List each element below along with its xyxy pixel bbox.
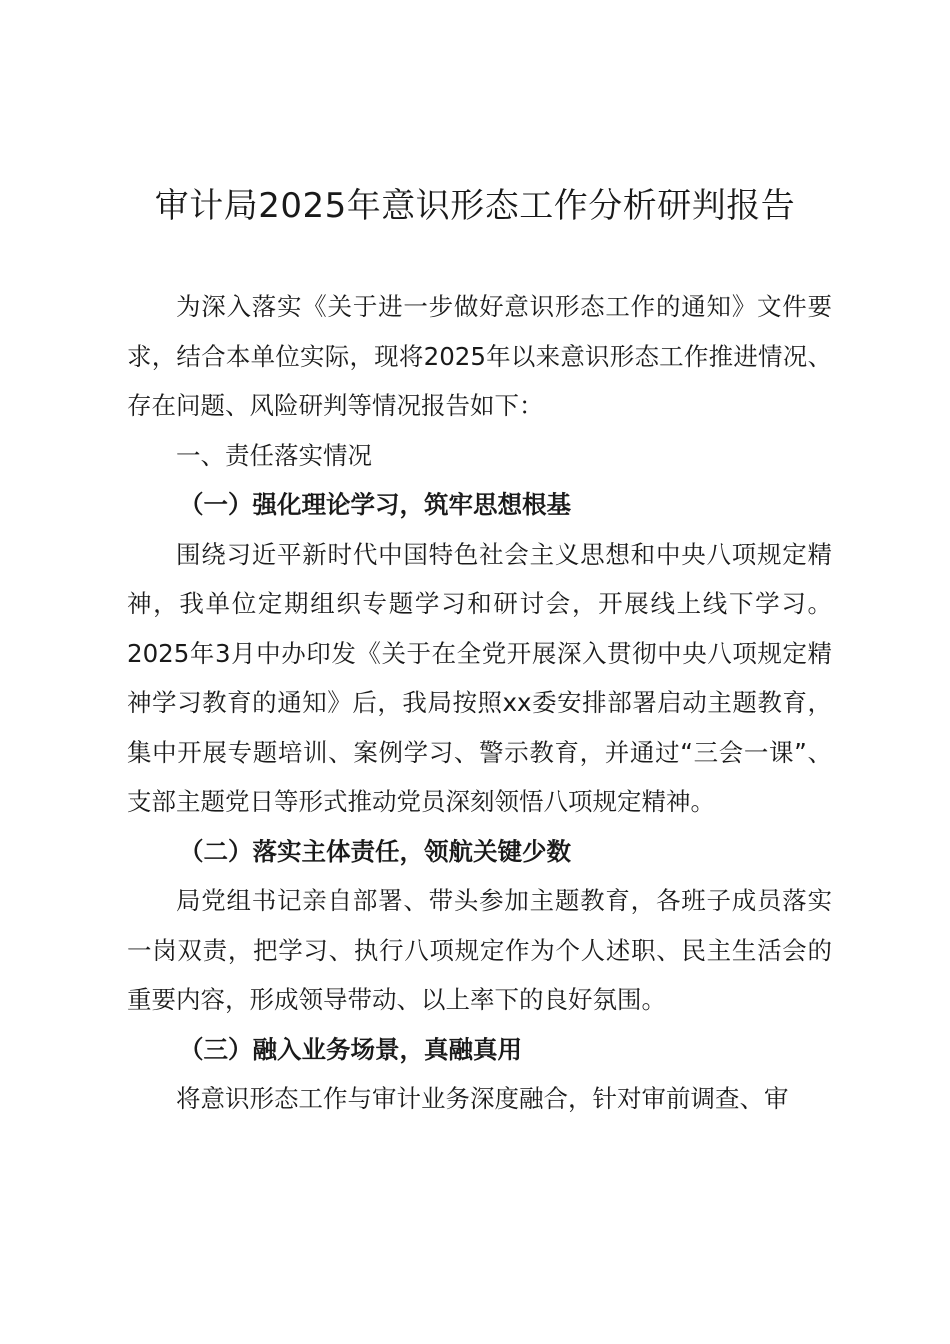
subsection-heading-1: （一）强化理论学习，筑牢思想根基 bbox=[179, 490, 571, 519]
subsection-heading-2: （二）落实主体责任，领航关键少数 bbox=[179, 836, 571, 866]
subsection-paragraph-1: 围绕习近平新时代中国特色社会主义思想和中央八项规定精神，我单位定期组织专题学习和研讨会，开展线上线下学习。2025年3月中办印发《关于在全党开展深入贯彻中央八项规定精神学习教育的通知》后，我局按照xx委安排部署启动主题教育，集中开展专题培训、案例学习、警示教育，并通过“三会一课”、支部主题党日等形式推动党员深刻领悟八项规定精神。 bbox=[127, 539, 832, 816]
subsection-heading-3: （三）融入业务场景，真融真用 bbox=[179, 1034, 522, 1064]
document-title: 审计局2025年意识形态工作分析研判报告 bbox=[154, 186, 796, 226]
document-body bbox=[127, 282, 832, 1124]
intro-paragraph: 为深入落实《关于进一步做好意识形态工作的通知》文件要求，结合本单位实际，现将2025年以来意识形态工作推进情况、存在问题、风险研判等情况报告如下： bbox=[127, 292, 832, 420]
subsection-paragraph-3: 将意识形态工作与审计业务深度融合，针对审前调查、审 bbox=[176, 1084, 789, 1113]
subsection-paragraph-2: 局党组书记亲自部署、带头参加主题教育，各班子成员落实一岗双责，把学习、执行八项规定作为个人述职、民主生活会的重要内容，形成领导带动、以上率下的良好氛围。 bbox=[127, 886, 832, 1014]
section-heading-responsibility: 一、责任落实情况 bbox=[176, 440, 372, 470]
